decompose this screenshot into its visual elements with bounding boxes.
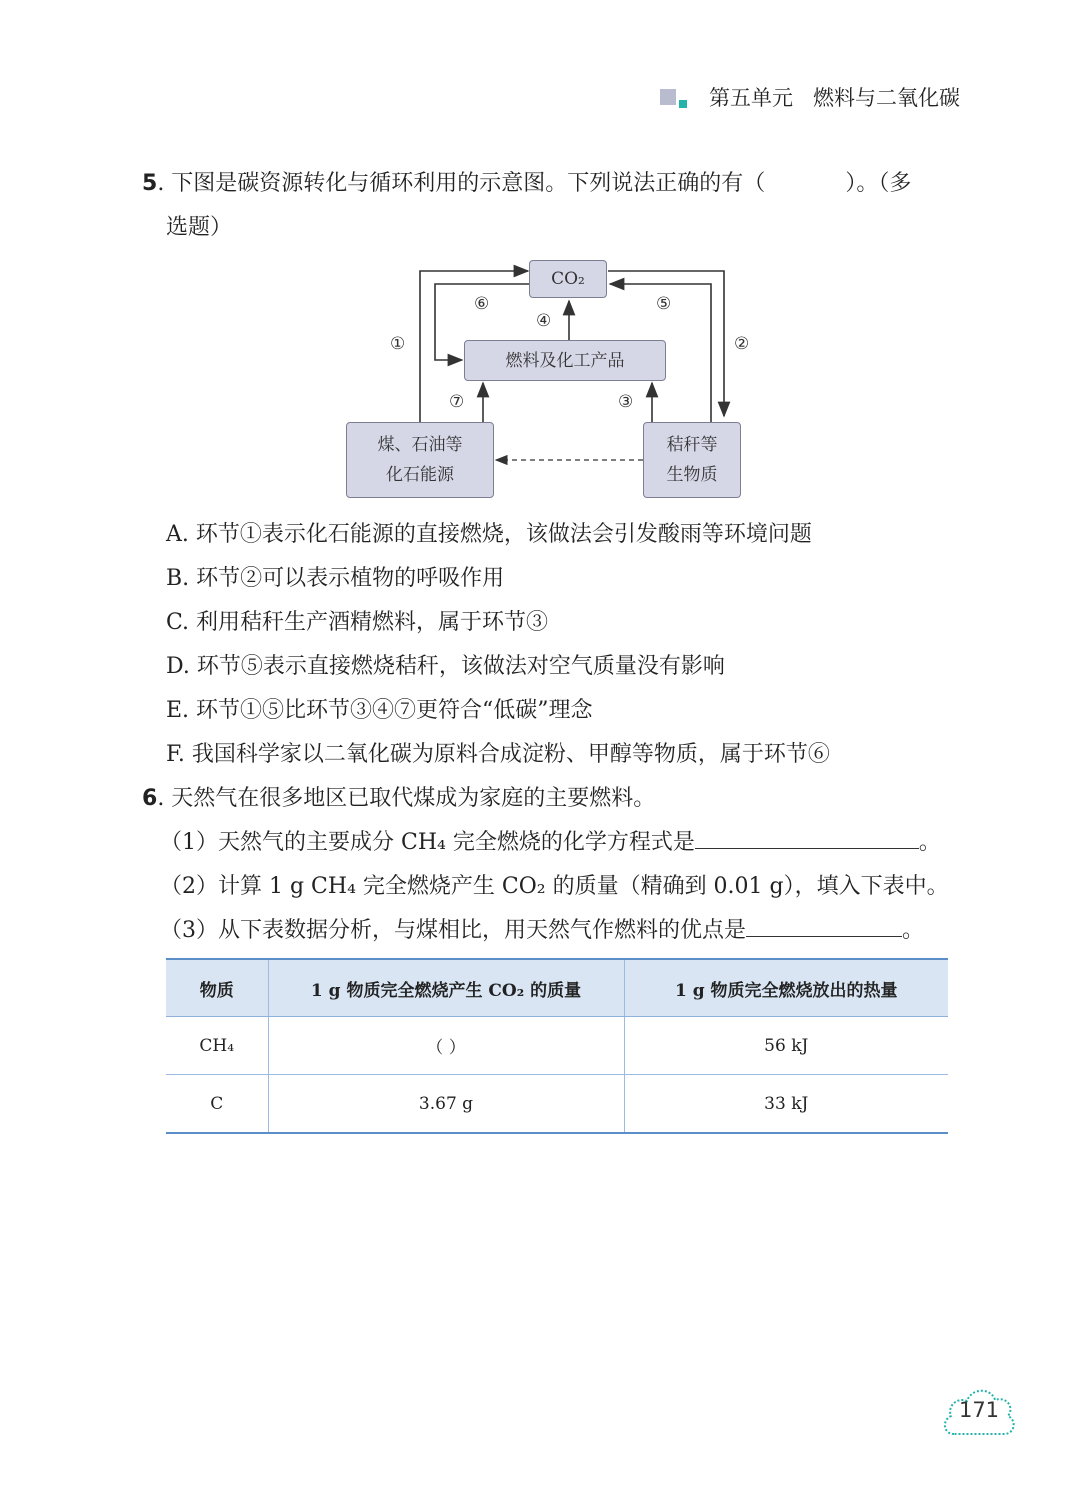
unit-title: 第五单元 (709, 86, 793, 110)
table-header: 1 g 物质完全燃烧产生 CO₂ 的质量 (268, 959, 624, 1017)
question-number: 5 (142, 171, 158, 196)
table-header: 物质 (166, 959, 268, 1017)
sub-question-1: （1）天然气的主要成分 CH₄ 完全燃烧的化学方程式是 。 (160, 821, 941, 865)
label-5: ⑤ (656, 294, 672, 314)
fuel-box: 燃料及化工产品 (464, 340, 666, 381)
table-header-row (166, 959, 948, 1017)
sub-question-2: （2）计算 1 g CH₄ 完全燃烧产生 CO₂ 的质量（精确到 0.01 g），填入下表中。 (160, 874, 949, 899)
table-row (166, 1075, 948, 1134)
question-number: 6 (142, 786, 158, 811)
table-header: 1 g 物质完全燃烧放出的热量 (624, 959, 948, 1017)
question-text-end: ）。（多 (845, 171, 912, 196)
header-square-icon (660, 89, 676, 105)
label-3: ③ (618, 392, 634, 412)
option-d[interactable]: D. 环节⑤表示直接燃烧秸秆，该做法对空气质量没有影响 (166, 654, 725, 679)
page-number (940, 1380, 1018, 1440)
option-b[interactable]: B. 环节②可以表示植物的呼吸作用 (166, 566, 505, 591)
label-2: ② (734, 334, 750, 354)
option-a[interactable]: A. 环节①表示化石能源的直接燃烧，该做法会引发酸雨等环境问题 (166, 522, 812, 547)
option-c[interactable]: C. 利用秸秆生产酒精燃料，属于环节③ (166, 610, 549, 635)
table-cell-answer[interactable]: （ ） (268, 1017, 624, 1075)
option-e[interactable]: E. 环节①⑤比环节③④⑦更符合“低碳”理念 (166, 698, 593, 723)
answer-blank-1[interactable] (695, 826, 919, 849)
header-accent-icon (679, 100, 687, 108)
question-text-cont: 选题） (166, 215, 233, 240)
label-6: ⑥ (474, 294, 490, 314)
table-cell: CH₄ (166, 1017, 268, 1075)
question-6 (142, 777, 655, 821)
unit-topic: 燃料与二氧化碳 (813, 86, 960, 110)
page-number-text: 171 (958, 1398, 1000, 1422)
label-4: ④ (536, 311, 552, 331)
table-cell: 56 kJ (624, 1017, 948, 1075)
data-table (166, 958, 948, 1134)
label-1: ① (390, 334, 406, 354)
label-7: ⑦ (449, 392, 465, 412)
co2-box: CO₂ (529, 260, 607, 298)
option-f[interactable]: F. 我国科学家以二氧化碳为原料合成淀粉、甲醇等物质，属于环节⑥ (166, 742, 830, 767)
table-cell: 33 kJ (624, 1075, 948, 1134)
question-text: . 天然气在很多地区已取代煤成为家庭的主要燃料。 (157, 786, 656, 811)
sub-question-3: （3）从下表数据分析，与煤相比，用天然气作燃料的优点是 。 (160, 909, 924, 953)
question-text: . 下图是碳资源转化与循环利用的示意图。下列说法正确的有（ (157, 171, 766, 196)
table-cell: C (166, 1075, 268, 1134)
table-cell: 3.67 g (268, 1075, 624, 1134)
question-5 (142, 162, 962, 250)
carbon-cycle-diagram (340, 252, 760, 512)
page-header (660, 84, 960, 110)
answer-blank-3[interactable] (746, 914, 902, 937)
fossil-box: 煤、石油等 化石能源 (346, 422, 494, 498)
biomass-box: 秸秆等 生物质 (643, 422, 741, 498)
options-list (166, 513, 830, 777)
table-row (166, 1017, 948, 1075)
